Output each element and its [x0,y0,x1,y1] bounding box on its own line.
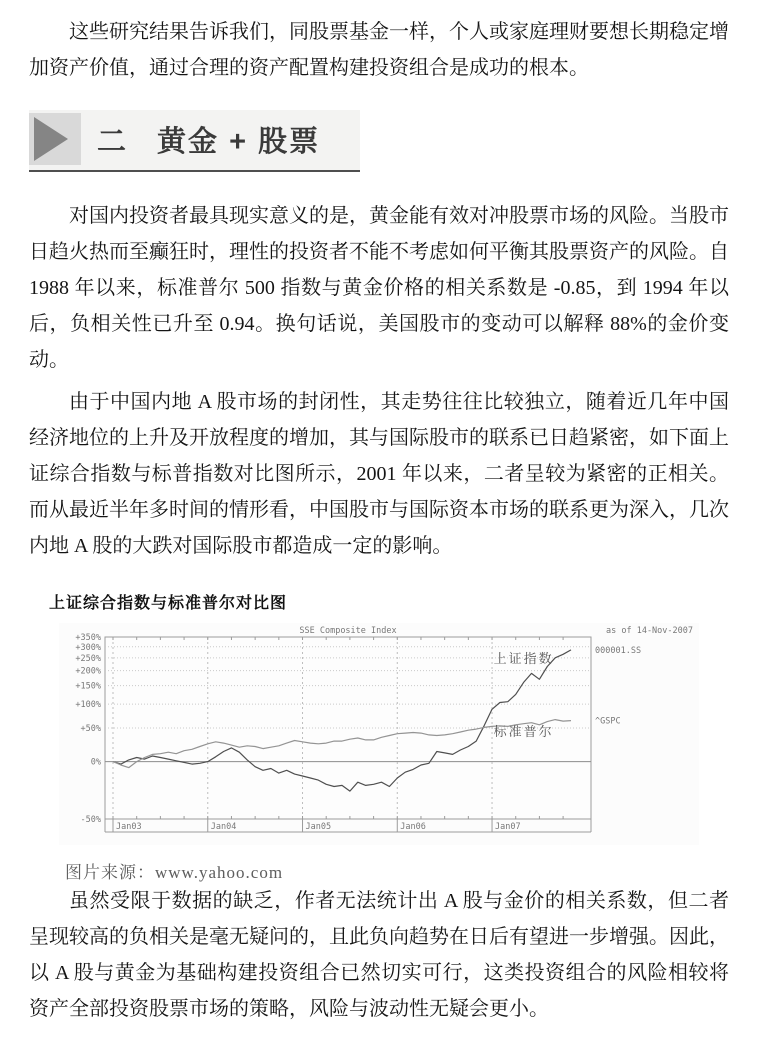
x-tick-label: Jan06 [400,822,426,832]
chart-title: SSE Composite Index [299,626,397,636]
figure-source: 图片来源：www.yahoo.com [65,863,284,882]
chart-asof-label: as of 14-Nov-2007 [606,626,693,636]
section-number: 二 [97,125,128,158]
x-tick-label: Jan05 [305,822,332,832]
y-tick-label: +200% [75,666,101,677]
figure-title: 上证综合指数与标准普尔对比图 [49,595,288,612]
series-ticker-label: 000001.SS [595,645,642,656]
x-tick-label: Jan03 [116,822,142,832]
y-tick-label: +150% [75,681,101,692]
y-tick-label: 0% [90,757,101,768]
y-tick-label: +100% [75,700,101,711]
section-heading [29,110,360,172]
triangle-glyph [34,117,68,161]
series-annotation: 标准普尔 [493,724,554,740]
chart-image [59,623,729,850]
section-title: 黄金 + 股票 [157,125,321,158]
y-tick-label: +300% [75,642,101,653]
series-ticker-label: ^GSPC [595,716,621,727]
paragraph-conclusion: 虽然受限于数据的缺乏，作者无法统计出 A 股与金价的相关系数，但二者呈现较高的负相关是毫无疑问的，且此负向趋势在日后有望进一步增强。因此，以 A 股与黄金为基础构建投资组合已然切实可行，这类投资组合的风险相较将资产全部投资股票市场的策略，风险与波动性无疑会更小。 [29,890,729,1020]
y-tick-label: +350% [75,633,101,643]
y-tick-label: -50% [80,815,101,825]
y-tick-label: +250% [75,653,101,664]
chart-figure [29,590,729,883]
paragraph-a-share: 由于中国内地 A 股市场的封闭性，其走势往往比较独立，随着近几年中国经济地位的上升及开放程度的增加，其与国际股市的联系已日趋紧密，如下面上证综合指数与标普指数对比图所示，2001 年以来，二者呈较为紧密的正相关。而从最近半年多时间的情形看，中国股市与国际资本市场的联系更为深入，几次内地 A 股的大跌对国际股市都造成一定的影响。 [29,391,729,557]
triangle-icon [29,113,81,165]
x-tick-label: Jan07 [495,822,521,832]
sse-vs-sp500-chart [59,623,699,845]
paragraph-intro: 这些研究结果告诉我们，同股票基金一样，个人或家庭理财要想长期稳定增加资产价值，通过合理的资产配置构建投资组合是成功的根本。 [29,21,729,79]
x-tick-label: Jan04 [210,822,237,832]
paragraph-gold-hedge: 对国内投资者最具现实意义的是，黄金能有效对冲股票市场的风险。当股市日趋火热而至癫狂时，理性的投资者不能不考虑如何平衡其股票资产的风险。自 1988 年以来，标准普尔 500 指数与黄金价格的相关系数是 -0.85，到 1994 年以后，负相关性已升至 0.94。换句话说，美国股市的变动可以解释 88%的金价变动。 [29,205,729,371]
y-tick-label: +50% [80,724,101,734]
series-annotation: 上证指数 [493,651,554,667]
